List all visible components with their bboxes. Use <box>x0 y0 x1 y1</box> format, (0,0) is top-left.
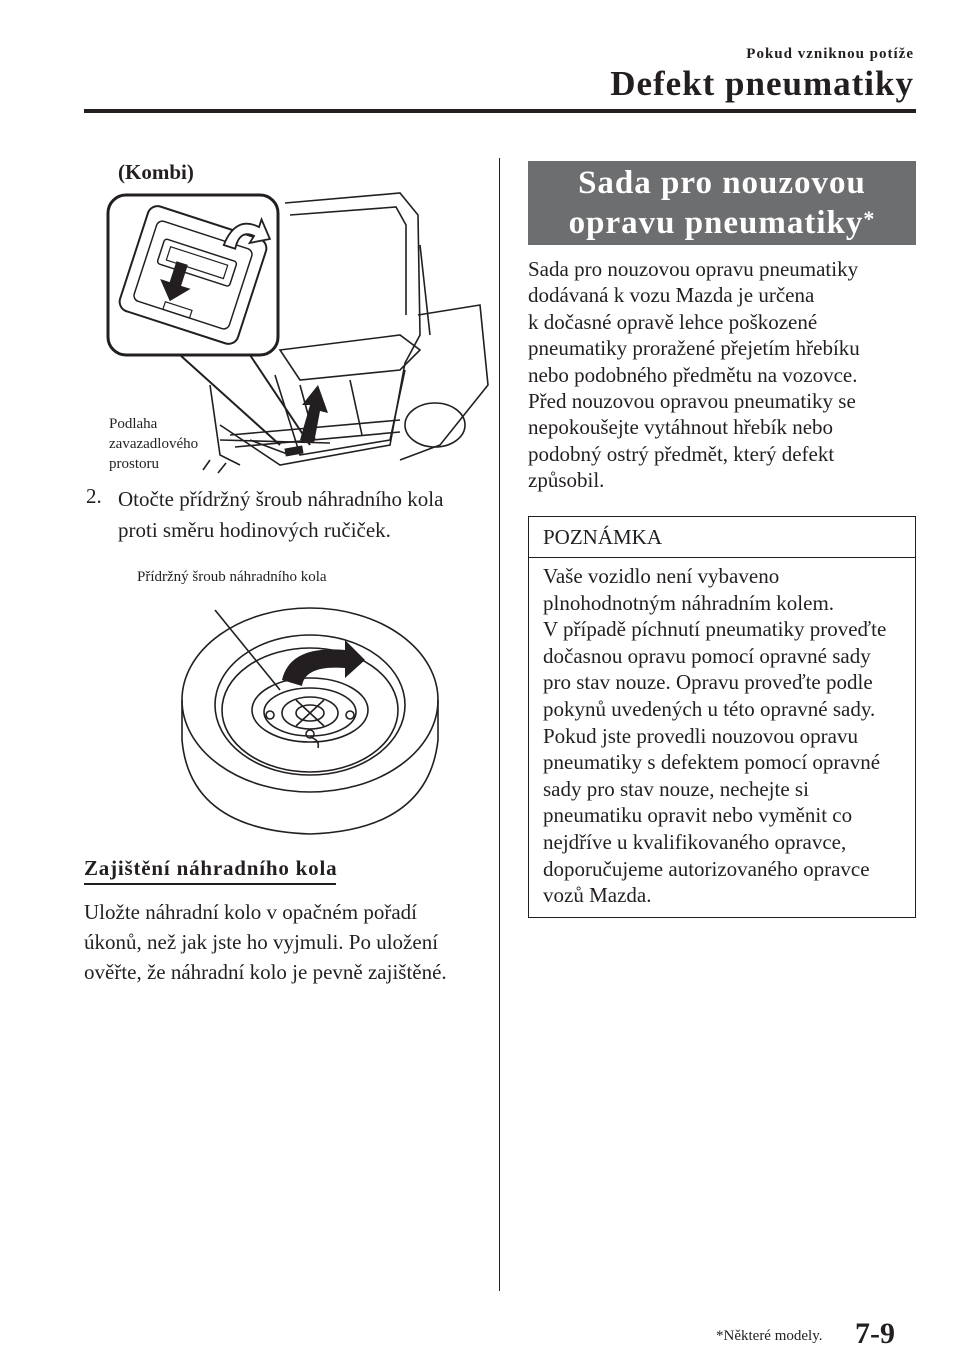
section-subheading: Zajištění náhradního kola <box>84 856 338 880</box>
column-divider <box>499 158 500 1291</box>
step-text: Otočte přídržný šroub náhradního kola proti směru hodinových ručiček. <box>118 487 444 542</box>
spare-tire-illustration <box>170 590 450 840</box>
repair-kit-paragraph: Sada pro nouzovou opravu pneumatiky dodávaná k vozu Mazda je určena k dočasné opravě lehce poškozené pneumatiky proražené přejetím hřebíku nebo podobného předmětu na vozovce. Před nouzovou opravou pneumatiky se nepokoušejte vytáhnout hřebík nebo podobný ostrý předmět, který defekt způsobil. <box>528 257 860 493</box>
spare-wheel-paragraph: Uložte náhradní kolo v opačném pořadí úkonů, než jak jste ho vyjmuli. Po uložení ověřte, že náhradní kolo je pevně zajištěné. <box>84 900 447 984</box>
figure-title: (Kombi) <box>118 160 194 184</box>
step-number: 2. <box>86 484 102 508</box>
header-rule <box>84 109 916 113</box>
note-header <box>529 517 915 558</box>
section-name: Pokud vzniknou potíže <box>746 46 914 62</box>
note-text: Vaše vozidlo není vybaveno plnohodnotným náhradním kolem. V případě píchnutí pneumatiky proveďte dočasnou opravu pomocí opravné sady pro stav nouze. Opravu proveďte podle pokynů uvedených u této opravné sady. Pokud jste provedli nouzovou opravu pneumatiky s defektem pomocí opravné sady pro stav nouze, nechejte si pneumatiku opravit nebo vyměnit co nejdříve u kvalifikovaného opravce, doporučujeme autorizovaného opravce vozů Mazda. <box>543 564 887 908</box>
subheading-rule <box>84 883 336 885</box>
footnote: *Některé modely. <box>716 1328 823 1344</box>
note-box <box>528 516 916 918</box>
section-heading: Sada pro nouzovou opravu pneumatiky* <box>528 161 916 245</box>
bolt-label: Přídržný šroub náhradního kola <box>137 569 327 585</box>
note-title: POZNÁMKA <box>543 525 663 549</box>
page-title: Defekt pneumatiky <box>610 64 914 103</box>
page-number: 7-9 <box>855 1317 895 1350</box>
cargo-floor-label: Podlaha zavazadlového prostoru <box>109 416 199 472</box>
